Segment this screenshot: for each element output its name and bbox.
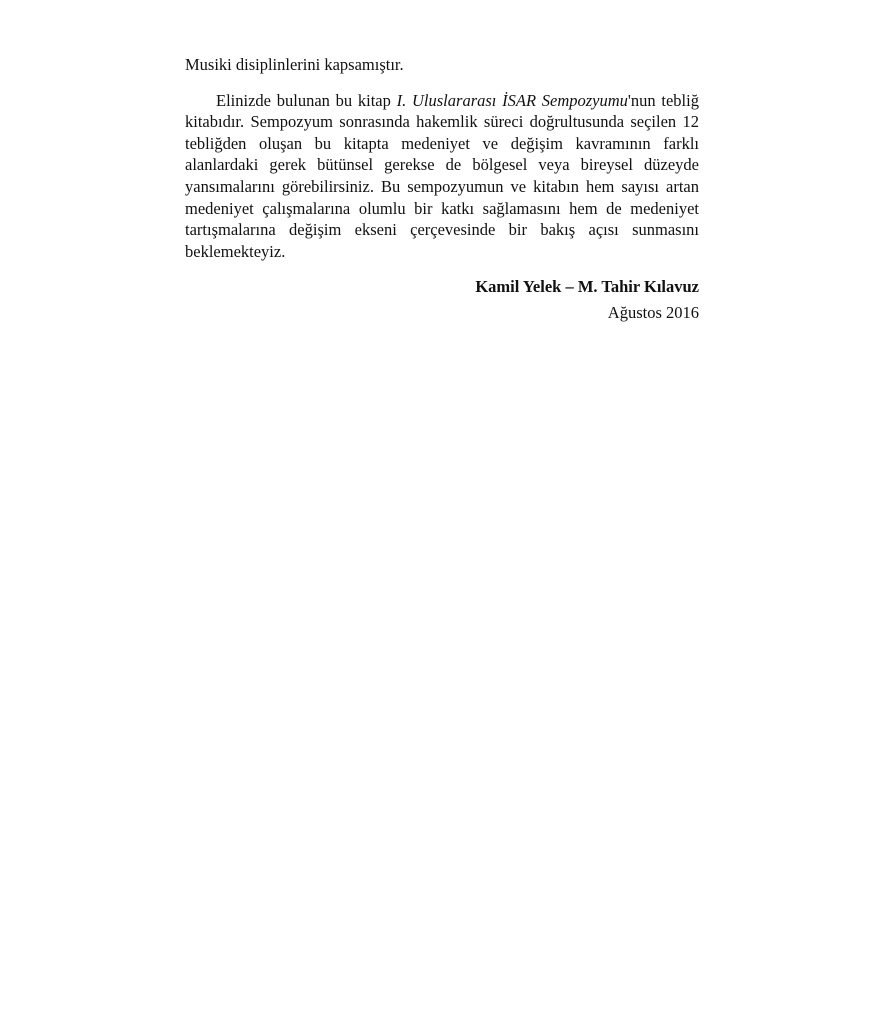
symposium-title: I. Uluslararası İSAR Sempozyumu [396,90,628,110]
text-block [185,54,699,324]
publication-date: Ağustos 2016 [607,302,699,322]
paragraph-body: 'nun tebliğ kitabıdır. Sempozyum sonrasında hakemlik süreci doğrultusunda seçilen 12 tebliğden oluşan bu kitapta medeniyet ve değişim kavramının farklı alanlardaki gerek bütünsel gerekse de bölgesel veya bireysel düzeyde yansımalarını görebilirsiniz. Bu sempozyumun ve kitabın hem sayısı artan medeniyet çalışmalarına olumlu bir katkı sağlamasını hem de medeniyet tartışmalarına değişim ekseni çerçevesinde bir bakış açısı sunmasını beklemekteyiz. [185,90,699,261]
continuation-line: Musiki disiplinlerini kapsamıştır. [185,55,404,74]
main-paragraph [185,90,699,263]
paragraph-intro: Elinizde bulunan bu kitap [216,90,397,110]
author-signature: Kamil Yelek – M. Tahir Kılavuz [475,277,699,297]
